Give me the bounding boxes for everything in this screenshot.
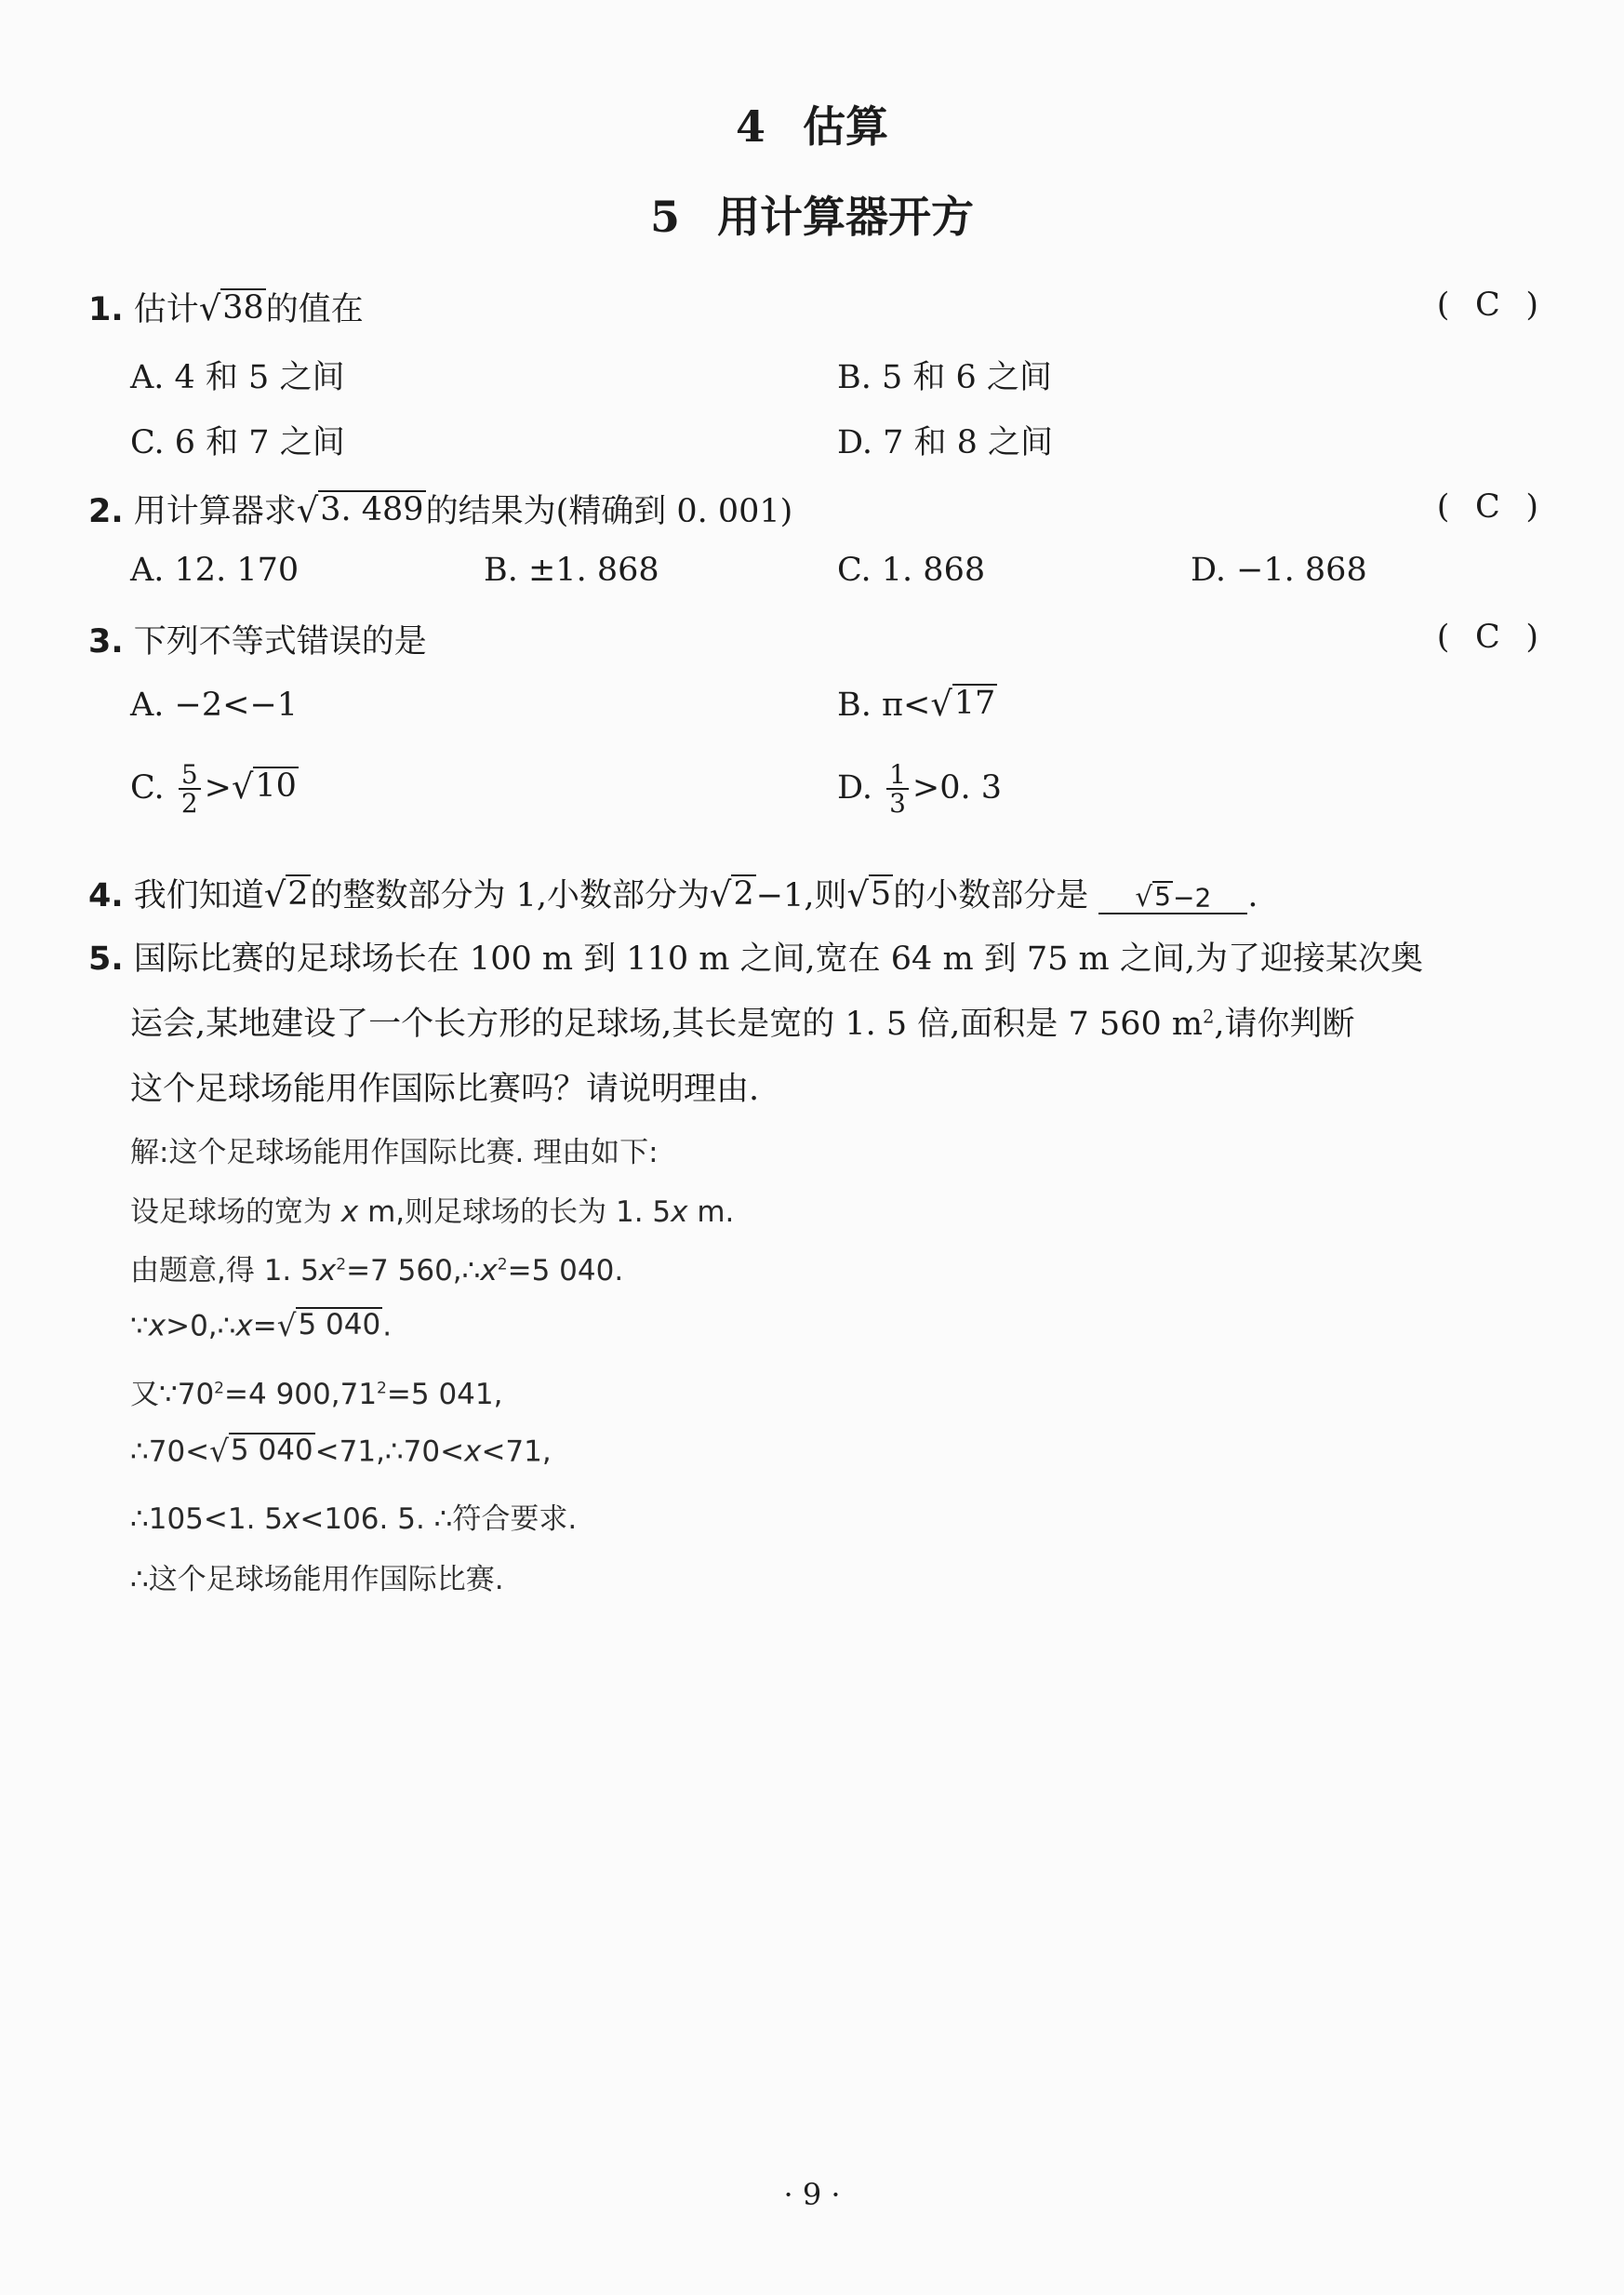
section-heading-5: 5 用计算器开方	[649, 192, 974, 242]
q1-option-a: A. 4 和 5 之间	[130, 359, 345, 396]
q1-option-d: D. 7 和 8 之间	[837, 424, 1053, 461]
solution-line-6: ∴70< √ 5 040 <71,∴70<x<71,	[130, 1433, 552, 1469]
question-5-line-3: 这个足球场能用作国际比赛吗？请说明理由.	[130, 1071, 760, 1108]
q2-option-a: A. 12. 170	[130, 552, 300, 589]
q1-option-b: B. 5 和 6 之间	[837, 359, 1052, 396]
question-3-answer: ( C )	[1436, 619, 1540, 656]
question-1-answer: ( C )	[1436, 287, 1540, 324]
fraction-5-over-2: $\frac{5}{2}$	[179, 761, 201, 818]
q3-option-a: A. −2<−1	[130, 687, 299, 724]
q2-option-b: B. ±1. 868	[484, 552, 659, 589]
q4-answer-blank: √ 5 −2	[1098, 881, 1247, 914]
solution-line-8: ∴这个足球场能用作国际比赛.	[130, 1563, 504, 1596]
question-2-stem: 2. 用计算器求 √ 3. 489 的结果为(精确到 0. 001)	[88, 490, 793, 530]
question-4-stem: 4. 我们知道 √ 2 的整数部分为 1,小数部分为 √ 2 −1,则 √ 5 的小数部分是 √ 5 −2 .	[88, 874, 1258, 914]
solution-line-2: 设足球场的宽为 x m,则足球场的长为 1. 5x m.	[130, 1195, 735, 1229]
question-3-stem: 3. 下列不等式错误的是	[88, 623, 427, 660]
q1-option-c: C. 6 和 7 之间	[130, 424, 345, 461]
solution-line-1: 解:这个足球场能用作国际比赛. 理由如下:	[130, 1136, 659, 1169]
q3-option-d: D. $\frac{1}{3}$ >0. 3	[837, 759, 1003, 820]
question-2-answer: ( C )	[1436, 488, 1540, 526]
q3-option-c: C. $\frac{5}{2}$ > √ 10	[130, 759, 297, 820]
question-5-line-2: 运会,某地建设了一个长方形的足球场,其长是宽的 1. 5 倍,面积是 7 560 $m^2$,请你判断	[130, 1006, 1355, 1043]
sqrt-38: √ 38	[198, 288, 264, 328]
q3-option-b: B. π< √ 17	[837, 683, 996, 724]
solution-line-4: ∵x>0,∴x= √ 5 040 .	[130, 1307, 393, 1343]
q2-option-d: D. −1. 868	[1191, 552, 1367, 589]
page-number: · 9 ·	[783, 2177, 841, 2212]
question-1-stem: 1. 估计 √ 38 的值在	[88, 288, 364, 328]
solution-line-5: 又$\because 70^2=4$ $900,71^2=5$ 041,	[130, 1378, 503, 1411]
q2-option-c: C. 1. 868	[837, 552, 986, 589]
section-heading-4: 4 估算	[735, 101, 888, 152]
solution-line-3: 由题意,得 1. $5x^2=7$ $560,\therefore x^2=5$ 040.	[130, 1254, 624, 1288]
fraction-1-over-3: $\frac{1}{3}$	[886, 761, 909, 818]
sqrt-3489: √ 3. 489	[296, 490, 424, 530]
solution-line-7: ∴105<1. 5x<106. 5. ∴符合要求.	[130, 1502, 578, 1536]
question-5-line-1: 5. 国际比赛的足球场长在 100 m 到 110 m 之间,宽在 64 m 到 75 m 之间,为了迎接某次奥	[88, 941, 1423, 978]
